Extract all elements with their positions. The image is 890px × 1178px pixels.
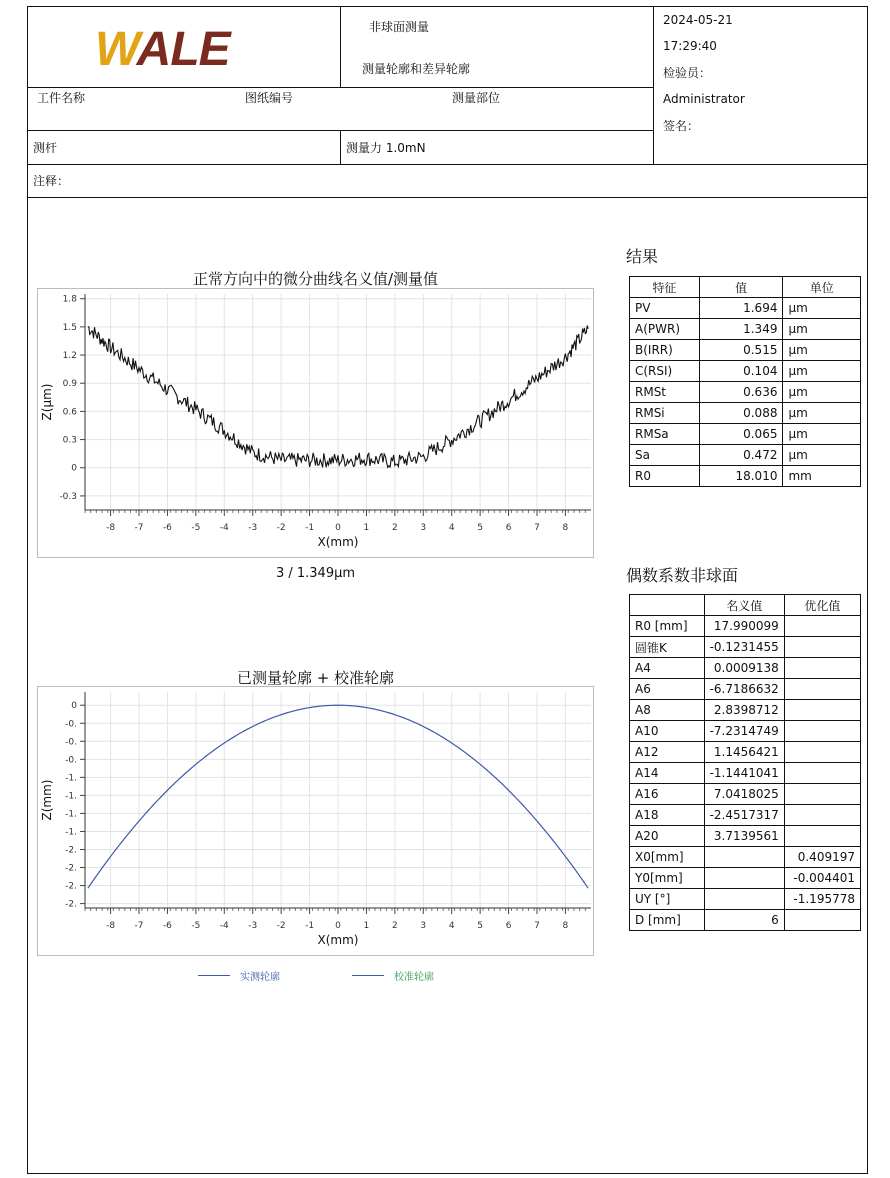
report-title: 测量轮廓和差异轮廓 bbox=[362, 62, 471, 76]
x-tick-label: -3 bbox=[248, 523, 258, 533]
x-tick-label: 2 bbox=[391, 523, 398, 533]
y-tick-label: 0.9 bbox=[62, 379, 77, 390]
results-row-unit: µm bbox=[783, 382, 861, 403]
results-row-unit: µm bbox=[783, 361, 861, 382]
coeffs-row-optimized bbox=[784, 616, 860, 637]
coeffs-row-optimized: -0.004401 bbox=[784, 868, 860, 889]
y-tick-label: -2. bbox=[65, 863, 77, 874]
x-tick-label: 4 bbox=[448, 921, 455, 931]
coeffs-row-optimized bbox=[784, 763, 860, 784]
results-header-cell: 特征 bbox=[630, 277, 700, 298]
x-tick-label: 6 bbox=[505, 921, 512, 931]
x-tick-label: 3 bbox=[420, 523, 427, 533]
coeffs-row-optimized: -1.195778 bbox=[784, 889, 860, 910]
x-tick-label: 5 bbox=[477, 921, 484, 931]
coeffs-header-row bbox=[630, 595, 861, 616]
y-tick-label: -2. bbox=[65, 881, 77, 892]
results-row bbox=[630, 424, 861, 445]
coefficients-table bbox=[629, 594, 861, 931]
coeffs-row bbox=[630, 742, 861, 763]
y-tick-label: -1. bbox=[65, 809, 77, 820]
chart1-caption: 3 / 1.349µm bbox=[275, 566, 356, 581]
coeffs-row-nominal: -7.2314749 bbox=[704, 721, 784, 742]
coeffs-row-nominal: 7.0418025 bbox=[704, 784, 784, 805]
results-row-name: RMSa bbox=[630, 424, 700, 445]
results-header-cell: 值 bbox=[699, 277, 783, 298]
coeffs-row bbox=[630, 637, 861, 658]
coeffs-row bbox=[630, 889, 861, 910]
x-tick-label: 5 bbox=[477, 523, 484, 533]
results-row bbox=[630, 361, 861, 382]
results-row-value: 0.472 bbox=[699, 445, 783, 466]
coeffs-row-nominal: -6.7186632 bbox=[704, 679, 784, 700]
y-tick-label: -1. bbox=[65, 827, 77, 838]
y-tick-label: 0.3 bbox=[62, 435, 77, 446]
coeffs-row-nominal: 2.8398712 bbox=[704, 700, 784, 721]
results-row-value: 0.065 bbox=[699, 424, 783, 445]
report-frame bbox=[27, 6, 868, 1174]
results-row-name: RMSt bbox=[630, 382, 700, 403]
x-tick-label: 7 bbox=[534, 523, 540, 533]
coeffs-row bbox=[630, 763, 861, 784]
coeffs-row bbox=[630, 868, 861, 889]
results-row-name: A(PWR) bbox=[630, 319, 700, 340]
stylus-label: 测杆 bbox=[33, 141, 58, 155]
coeffs-row-nominal: -0.1231455 bbox=[704, 637, 784, 658]
header-divider bbox=[27, 197, 868, 198]
x-tick-label: 0 bbox=[335, 921, 341, 931]
coeffs-row-nominal: 1.1456421 bbox=[704, 742, 784, 763]
coeffs-row-optimized: 0.409197 bbox=[784, 847, 860, 868]
coeffs-row-optimized bbox=[784, 700, 860, 721]
x-tick-label: 8 bbox=[562, 523, 569, 533]
coeffs-row-nominal bbox=[704, 889, 784, 910]
x-tick-label: 4 bbox=[448, 523, 455, 533]
force-label: 测量力 1.0mN bbox=[346, 141, 426, 155]
x-tick-label: -6 bbox=[162, 921, 172, 931]
y-tick-label: -1. bbox=[65, 773, 77, 784]
x-tick-label: 8 bbox=[562, 921, 569, 931]
x-tick-label: 0 bbox=[335, 523, 341, 533]
coeffs-row-nominal bbox=[704, 868, 784, 889]
x-tick-label: 2 bbox=[391, 921, 398, 931]
coeffs-row-name: A8 bbox=[630, 700, 705, 721]
coeffs-row bbox=[630, 679, 861, 700]
x-tick-label: 1 bbox=[363, 523, 370, 533]
legend-measured-label: 实测轮廓 bbox=[240, 972, 280, 983]
results-row bbox=[630, 445, 861, 466]
results-row-value: 0.515 bbox=[699, 340, 783, 361]
x-tick-label: -2 bbox=[276, 921, 286, 931]
x-axis-label: X(mm) bbox=[317, 535, 359, 549]
report-time: 17:29:40 bbox=[663, 39, 717, 53]
coeffs-row-name: A14 bbox=[630, 763, 705, 784]
coeffs-row-nominal: -1.1441041 bbox=[704, 763, 784, 784]
x-tick-label: -3 bbox=[248, 921, 258, 931]
y-tick-label: 1.8 bbox=[62, 294, 77, 305]
x-tick-label: -4 bbox=[219, 523, 229, 533]
results-row-unit: µm bbox=[783, 403, 861, 424]
signature-label: 签名： bbox=[663, 119, 700, 133]
coeffs-row-name: A10 bbox=[630, 721, 705, 742]
header-divider bbox=[27, 164, 868, 165]
y-tick-label: -1. bbox=[65, 791, 77, 802]
coeffs-row-name: A6 bbox=[630, 679, 705, 700]
y-tick-label: 1.2 bbox=[62, 351, 77, 362]
coeffs-row-name: A4 bbox=[630, 658, 705, 679]
coeffs-row-name: A12 bbox=[630, 742, 705, 763]
derivative-curve-chart bbox=[37, 288, 594, 558]
coeffs-row-nominal: 3.7139561 bbox=[704, 826, 784, 847]
y-tick-label: -0.3 bbox=[59, 491, 77, 502]
results-row-unit: µm bbox=[783, 445, 861, 466]
y-tick-label: 0.6 bbox=[62, 407, 77, 418]
coeffs-row-name: Y0[mm] bbox=[630, 868, 705, 889]
results-row-name: PV bbox=[630, 298, 700, 319]
measure-type: 非球面测量 bbox=[369, 20, 430, 34]
coeffs-row-optimized bbox=[784, 658, 860, 679]
report-date: 2024-05-21 bbox=[663, 13, 733, 27]
results-row-value: 0.636 bbox=[699, 382, 783, 403]
results-row-unit: µm bbox=[783, 298, 861, 319]
results-row bbox=[630, 319, 861, 340]
coeffs-row-optimized bbox=[784, 805, 860, 826]
y-axis-label: Z(µm) bbox=[40, 383, 54, 421]
coeffs-row-nominal bbox=[704, 847, 784, 868]
y-tick-label: -2. bbox=[65, 845, 77, 856]
results-row-unit: µm bbox=[783, 424, 861, 445]
part-name-label: 工件名称 bbox=[37, 91, 86, 105]
coeffs-row-optimized bbox=[784, 826, 860, 847]
header-divider bbox=[653, 6, 654, 164]
results-row bbox=[630, 298, 861, 319]
coeffs-row-nominal: 6 bbox=[704, 910, 784, 931]
header-divider bbox=[27, 87, 654, 88]
x-tick-label: -7 bbox=[134, 921, 144, 931]
coeffs-row-optimized bbox=[784, 910, 860, 931]
legend-calibrated-swatch bbox=[352, 975, 384, 976]
results-row-value: 0.088 bbox=[699, 403, 783, 424]
results-row-name: R0 bbox=[630, 466, 700, 487]
header-divider bbox=[340, 6, 341, 87]
y-axis-label: Z(mm) bbox=[40, 779, 54, 821]
drawing-no-label: 图纸编号 bbox=[245, 91, 294, 105]
results-header-row bbox=[630, 277, 861, 298]
coeffs-row-name: R0 [mm] bbox=[630, 616, 705, 637]
results-row bbox=[630, 466, 861, 487]
results-row-name: B(IRR) bbox=[630, 340, 700, 361]
coeffs-row-name: X0[mm] bbox=[630, 847, 705, 868]
y-tick-label: 0 bbox=[71, 701, 77, 712]
coeffs-row bbox=[630, 826, 861, 847]
x-tick-label: 7 bbox=[534, 921, 540, 931]
coeffs-row bbox=[630, 784, 861, 805]
x-axis-label: X(mm) bbox=[317, 933, 359, 947]
coeffs-row bbox=[630, 721, 861, 742]
inspector-label: 检验员： bbox=[663, 66, 712, 80]
coeffs-row-name: 圆锥K bbox=[630, 637, 705, 658]
x-tick-label: -7 bbox=[134, 523, 144, 533]
coeffs-row-nominal: 17.990099 bbox=[704, 616, 784, 637]
coeffs-title: 偶数系数非球面 bbox=[626, 566, 739, 585]
x-tick-label: -5 bbox=[191, 523, 201, 533]
x-tick-label: -1 bbox=[305, 921, 315, 931]
header-divider bbox=[340, 130, 341, 164]
chart2-title: 已测量轮廓 + 校准轮廓 bbox=[236, 669, 395, 687]
profile-chart bbox=[37, 686, 594, 956]
results-title: 结果 bbox=[626, 247, 659, 266]
y-tick-label: 0 bbox=[71, 463, 77, 474]
position-label: 测量部位 bbox=[452, 91, 501, 105]
x-tick-label: 3 bbox=[420, 921, 427, 931]
x-tick-label: 1 bbox=[363, 921, 370, 931]
y-tick-label: -0. bbox=[65, 719, 77, 730]
y-tick-label: 1.5 bbox=[62, 322, 77, 333]
x-tick-label: -2 bbox=[276, 523, 286, 533]
coeffs-row-name: UY [°] bbox=[630, 889, 705, 910]
legend-measured-swatch bbox=[198, 975, 230, 976]
coeffs-row-optimized bbox=[784, 784, 860, 805]
coeffs-row-name: A18 bbox=[630, 805, 705, 826]
results-row bbox=[630, 382, 861, 403]
coeffs-row bbox=[630, 616, 861, 637]
results-row-value: 18.010 bbox=[699, 466, 783, 487]
coeffs-row-nominal: -2.4517317 bbox=[704, 805, 784, 826]
results-row-name: C(RSI) bbox=[630, 361, 700, 382]
company-logo: WALE bbox=[95, 23, 230, 76]
coeffs-row-optimized bbox=[784, 679, 860, 700]
results-header-cell: 单位 bbox=[783, 277, 861, 298]
notes-label: 注释： bbox=[33, 174, 70, 188]
coeffs-row bbox=[630, 658, 861, 679]
coeffs-row bbox=[630, 700, 861, 721]
results-row-unit: µm bbox=[783, 319, 861, 340]
results-row bbox=[630, 403, 861, 424]
y-tick-label: -2. bbox=[65, 899, 77, 910]
results-row-value: 1.694 bbox=[699, 298, 783, 319]
results-row bbox=[630, 340, 861, 361]
coeffs-row-optimized bbox=[784, 721, 860, 742]
x-tick-label: -8 bbox=[106, 523, 116, 533]
x-tick-label: 6 bbox=[505, 523, 512, 533]
chart1-title: 正常方向中的微分曲线名义值/测量值 bbox=[192, 270, 439, 288]
coeffs-row-name: D [mm] bbox=[630, 910, 705, 931]
y-tick-label: -0. bbox=[65, 755, 77, 766]
coeffs-row bbox=[630, 847, 861, 868]
coeffs-header-cell: 优化值 bbox=[784, 595, 860, 616]
results-row-name: Sa bbox=[630, 445, 700, 466]
coeffs-row-name: A16 bbox=[630, 784, 705, 805]
x-tick-label: -4 bbox=[219, 921, 229, 931]
results-row-unit: mm bbox=[783, 466, 861, 487]
inspector-name: Administrator bbox=[663, 92, 745, 106]
coeffs-header-cell: 名义值 bbox=[704, 595, 784, 616]
results-row-unit: µm bbox=[783, 340, 861, 361]
coeffs-row-optimized bbox=[784, 742, 860, 763]
results-row-value: 0.104 bbox=[699, 361, 783, 382]
x-tick-label: -8 bbox=[106, 921, 116, 931]
coeffs-row-nominal: 0.0009138 bbox=[704, 658, 784, 679]
coeffs-header-cell bbox=[630, 595, 705, 616]
coeffs-row bbox=[630, 910, 861, 931]
results-row-value: 1.349 bbox=[699, 319, 783, 340]
coeffs-row bbox=[630, 805, 861, 826]
x-tick-label: -5 bbox=[191, 921, 201, 931]
coeffs-row-optimized bbox=[784, 637, 860, 658]
coeffs-row-name: A20 bbox=[630, 826, 705, 847]
x-tick-label: -1 bbox=[305, 523, 315, 533]
legend-calibrated-label: 校准轮廓 bbox=[394, 972, 434, 983]
y-tick-label: -0. bbox=[65, 737, 77, 748]
chart-border bbox=[38, 289, 594, 558]
results-table bbox=[629, 276, 861, 487]
results-row-name: RMSi bbox=[630, 403, 700, 424]
x-tick-label: -6 bbox=[162, 523, 172, 533]
chart-border bbox=[38, 687, 594, 956]
